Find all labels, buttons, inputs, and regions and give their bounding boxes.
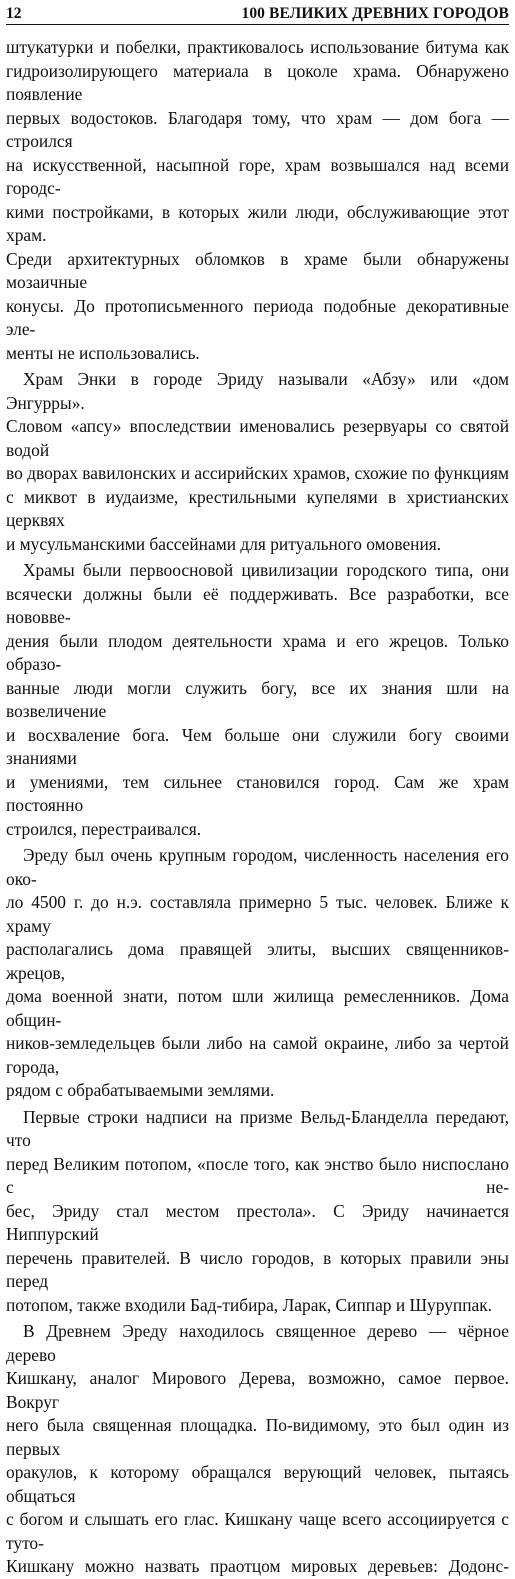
text-line: бес, Эриду стал местом престола». С Эриду начинается Ниппурский [6, 1200, 509, 1244]
text-line: Среди архитектурных обломков в храме были обнаружены мозаичные [6, 248, 509, 292]
text-line: располагались дома правящей элиты, высших священников-жрецов, [6, 939, 509, 983]
text-line: ло 4500 г. до н.э. составляла примерно 5 тыс. человек. Ближе к храму [6, 892, 509, 936]
body-text [6, 36, 509, 1579]
text-line: Эреду был очень крупным городом, численность населения его око- [6, 845, 509, 889]
text-line: менты не использовались. [6, 342, 200, 363]
text-line: ванные люди могли служить богу, все их знания шли на возвеличение [6, 677, 509, 721]
text-line: потопом, также входили Бад-тибира, Ларак, Сиппар и Шуруппак. [6, 1294, 493, 1315]
text-line: кими постройками, в которых жили люди, обслуживающие этот храм. [6, 201, 509, 245]
text-line: и восхваление бога. Чем больше они служили богу своими знаниями [6, 724, 509, 768]
text-line: дома военной знати, потом шли жилища ремесленников. Дома общин- [6, 986, 509, 1030]
text-line: рядом с обрабатываемыми землями. [6, 1080, 275, 1100]
text-line: перечень правителей. В число городов, в которых правили эны перед [6, 1247, 509, 1291]
text-line: конусы. До протописьменного периода подобные декоративные эле- [6, 295, 509, 339]
text-line: штукатурки и побелки, практиковалось использование битума как [6, 37, 509, 57]
text-line: во дворах вавилонских и ассирийских храмов, схожие по функциям [6, 463, 509, 483]
text-line: на искусственной, насыпной горе, храм возвышался над всеми городс- [6, 154, 509, 198]
text-line: с богом и слышать его глас. Кишкану чаще всего ассоциируется с туто- [6, 1509, 509, 1553]
text-line: В Древнем Эреду находилось священное дерево — чёрное дерево [6, 1321, 509, 1365]
text-line: Кишкану, аналог Мирового Дерева, возможно, самое первое. Вокруг [6, 1368, 509, 1412]
text-line: и мусульманскими бассейнами для ритуального омовения. [6, 533, 442, 554]
text-line: дения были плодом деятельности храма и его жрецов. Только образо- [6, 630, 509, 674]
page-header [6, 2, 509, 25]
text-line: Кишкану можно назвать праотцом мировых деревьев: Додонс- [6, 1556, 509, 1576]
text-line: Храмы были первоосновой цивилизации городского типа, они [23, 560, 509, 580]
text-line: строился, перестраивался. [6, 818, 202, 839]
text-line: и умениями, тем сильнее становился город. Сам же храм постоянно [6, 771, 509, 815]
text-line: всячески должны были её поддерживать. Все разработки, все нововве- [6, 583, 509, 627]
text-line: первых водостоков. Благодаря тому, что храм — дом бога — строился [6, 107, 509, 151]
text-line: перед Великим потопом, «после того, как энство было ниспослано с не- [6, 1153, 509, 1197]
page-number: 12 [6, 5, 22, 22]
running-title: 100 ВЕЛИКИХ ДРЕВНИХ ГОРОДОВ [241, 5, 509, 22]
text-line: гидроизолирующего материала в цоколе храма. Обнаружено появление [6, 60, 509, 104]
text-line: с миквот в иудаизме, крестильными купелями в христианских церквях [6, 486, 509, 530]
text-line: ников-земледельцев были либо на самой окраине, либо за чертой города, [6, 1033, 509, 1077]
text-line: него была священная площадка. По-видимому, это был один из первых [6, 1415, 509, 1459]
text-line: оракулов, к которому обращался верующий человек, пытаясь общаться [6, 1462, 509, 1506]
text-line: Первые строки надписи на призме Вельд-Бланделла передают, что [6, 1106, 509, 1150]
text-line: Словом «апсу» впоследствии именовались резервуары со святой водой [6, 416, 509, 460]
text-line: Храм Энки в городе Эриду называли «Абзу» или «дом Энгурры». [6, 369, 509, 413]
